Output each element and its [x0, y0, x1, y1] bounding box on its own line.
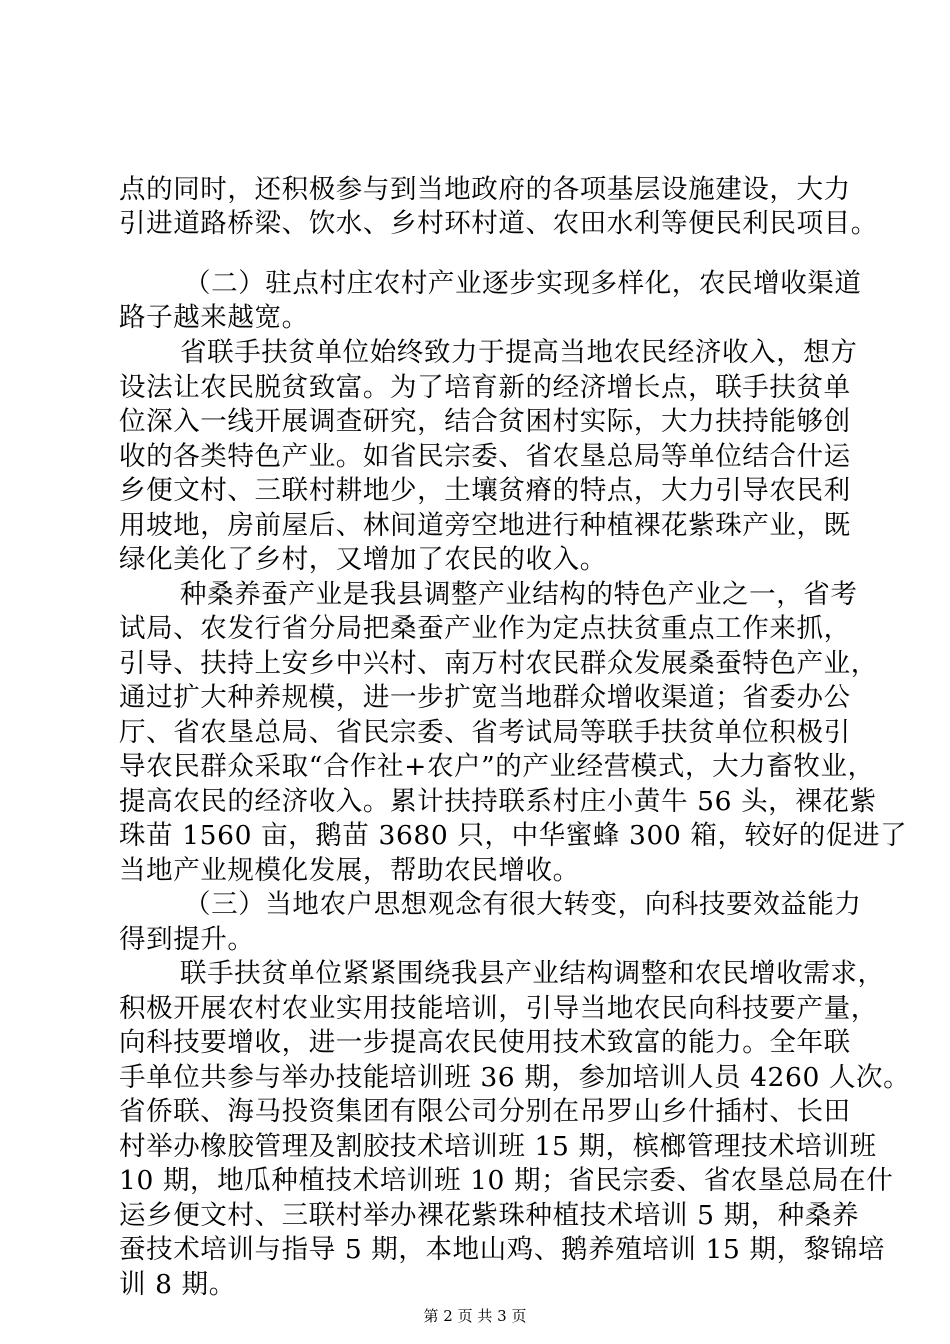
text-line: 设法让农民脱贫致富。为了培育新的经济增长点，联手扶贫单 — [119, 372, 851, 403]
text-line: 提高农民的经济收入。累计扶持联系村庄小黄牛 56 头，裸花紫 — [119, 786, 877, 817]
text-line: 位深入一线开展调查研究，结合贫困村实际，大力扶持能够创 — [119, 406, 851, 437]
text-line: 运乡便文村、三联村举办裸花紫珠种植技术培训 5 期，种桑养 — [119, 1200, 860, 1231]
text-line: 绿化美化了乡村，又增加了农民的收入。 — [119, 544, 607, 575]
section-heading: 得到提升。 — [119, 924, 255, 955]
text-line: 省侨联、海马投资集团有限公司分别在吊罗山乡什插村、长田 — [119, 1096, 851, 1127]
section-heading: （二）驻点村庄农村产业逐步实现多样化，农民增收渠道 — [184, 268, 862, 299]
section-heading: 路子越来越宽。 — [119, 302, 309, 333]
text-line: 通过扩大种养规模，进一步扩宽当地群众增收渠道；省委办公 — [119, 682, 851, 713]
text-line: 蚕技术培训与指导 5 期，本地山鸡、鹅养殖培训 15 期，黎锦培 — [119, 1234, 885, 1265]
text-line: 种桑养蚕产业是我县调整产业结构的特色产业之一，省考 — [180, 579, 858, 610]
text-line: 向科技要增收，进一步提高农民使用技术致富的能力。全年联 — [119, 1027, 851, 1058]
text-line: 珠苗 1560 亩，鹅苗 3680 只，中华蜜蜂 300 箱，较好的促进了 — [119, 820, 908, 851]
text-line: 训 8 期。 — [119, 1269, 236, 1300]
text-line: 手单位共参与举办技能培训班 36 期，参加培训人员 4260 人次。 — [119, 1062, 911, 1093]
text-line: 点的同时，还积极参与到当地政府的各项基层设施建设，大力 — [119, 174, 851, 205]
text-line: 收的各类特色产业。如省民宗委、省农垦总局等单位结合什运 — [119, 441, 851, 472]
text-line: 引进道路桥梁、饮水、乡村环村道、农田水利等便民利民项目。 — [119, 208, 878, 239]
text-line: 村举办橡胶管理及割胶技术培训班 15 期，槟榔管理技术培训班 — [119, 1131, 877, 1162]
text-line: 试局、农发行省分局把桑蚕产业作为定点扶贫重点工作来抓， — [119, 613, 851, 644]
text-line: 厅、省农垦总局、省民宗委、省考试局等联手扶贫单位积极引 — [119, 717, 851, 748]
text-line: 10 期，地瓜种植技术培训班 10 期；省民宗委、省农垦总局在什 — [119, 1165, 894, 1196]
text-line: 乡便文村、三联村耕地少，土壤贫瘠的特点，大力引导农民利 — [119, 475, 851, 506]
text-line: 省联手扶贫单位始终致力于提高当地农民经济收入，想方 — [180, 337, 858, 368]
text-line: 联手扶贫单位紧紧围绕我县产业结构调整和农民增收需求， — [180, 958, 885, 989]
section-heading: （三）当地农户思想观念有很大转变，向科技要效益能力 — [184, 889, 862, 920]
text-line: 当地产业规模化发展，帮助农民增收。 — [119, 855, 580, 886]
text-line: 用坡地，房前屋后、林间道旁空地进行种植裸花紫珠产业，既 — [119, 510, 851, 541]
text-line: 积极开展农村农业实用技能培训，引导当地农民向科技要产量， — [119, 993, 878, 1024]
page-number-footer: 第 2 页 共 3 页 — [423, 1307, 527, 1325]
text-line: 引导、扶持上安乡中兴村、南万村农民群众发展桑蚕特色产业， — [119, 648, 878, 679]
text-line: 导农民群众采取“合作社+农户”的产业经营模式，大力畜牧业， — [119, 751, 875, 782]
